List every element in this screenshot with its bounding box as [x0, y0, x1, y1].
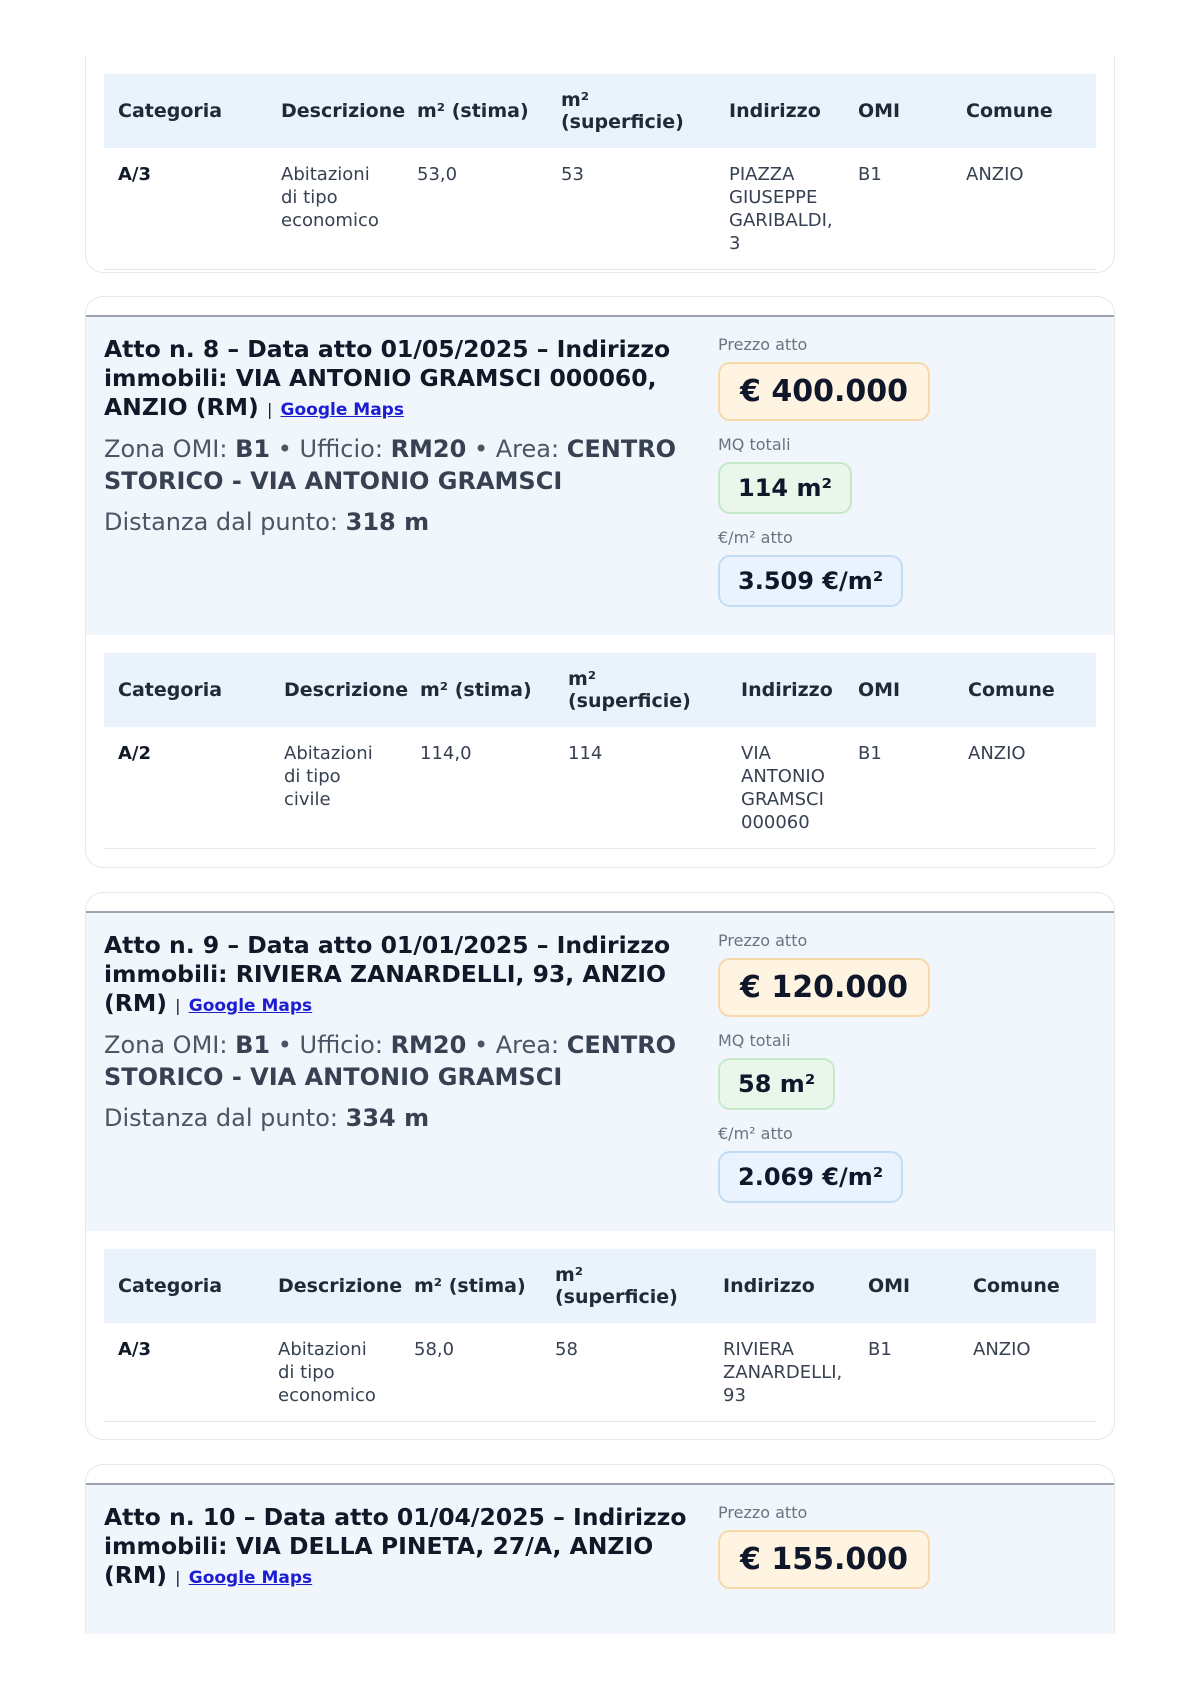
cell-categoria: A/2	[104, 727, 270, 849]
google-maps-link[interactable]: Google Maps	[280, 400, 404, 420]
atto-title	[104, 1503, 704, 1593]
distanza	[104, 1103, 704, 1133]
mq-label: MQ totali	[718, 1031, 791, 1050]
col-descrizione: Descrizione	[267, 74, 403, 148]
col-comune: Comune	[954, 653, 1096, 727]
mq-label: MQ totali	[718, 435, 791, 454]
atto-title-text: Atto n. 9 – Data atto 01/01/2025 – Indirizzo immobili: RIVIERA ZANARDELLI, 93, ANZIO (RM)	[104, 931, 671, 1017]
col-descrizione: Descrizione	[270, 653, 406, 727]
cell-m2-stima: 53,0	[403, 148, 547, 270]
table-row	[104, 1323, 1096, 1422]
area-value: CENTRO STORICO - VIA ANTONIO GRAMSCI	[104, 435, 677, 495]
area-value: CENTRO STORICO - VIA ANTONIO GRAMSCI	[104, 1031, 677, 1091]
area-label: Area:	[495, 435, 560, 463]
cell-indirizzo: RIVIERA ZANARDELLI, 93	[709, 1323, 854, 1422]
prezzo-badge: € 155.000	[718, 1530, 930, 1589]
card-top-rule	[86, 893, 1114, 913]
immobili-table	[104, 74, 1096, 270]
distanza	[104, 507, 704, 537]
ufficio-value: RM20	[390, 435, 467, 463]
cell-descrizione: Abitazioni di tipo civile	[270, 727, 406, 849]
col-m2-stima: m² (stima)	[400, 1249, 541, 1323]
cell-comune: ANZIO	[959, 1323, 1096, 1422]
table-header-row	[104, 74, 1096, 148]
table-header-row	[104, 653, 1096, 727]
col-omi: OMI	[844, 653, 954, 727]
cell-comune: ANZIO	[952, 148, 1096, 270]
ufficio-value: RM20	[390, 1031, 467, 1059]
bullet: •	[473, 435, 489, 463]
cell-descrizione: Abitazioni di tipo economico	[267, 148, 403, 270]
atto-card-8	[85, 296, 1115, 868]
cell-comune: ANZIO	[954, 727, 1096, 849]
eur-m2-badge: 3.509 €/m²	[718, 555, 903, 607]
ufficio-label: Ufficio:	[299, 1031, 383, 1059]
atto-title-text: Atto n. 8 – Data atto 01/05/2025 – Indirizzo immobili: VIA ANTONIO GRAMSCI 000060, ANZIO (RM)	[104, 335, 671, 421]
separator: |	[175, 996, 181, 1015]
cell-categoria: A/3	[104, 148, 267, 270]
col-m2-superficie: m² (superficie)	[541, 1249, 709, 1323]
cell-indirizzo: VIA ANTONIO GRAMSCI 000060	[727, 727, 844, 849]
col-categoria: Categoria	[104, 1249, 264, 1323]
prezzo-label: Prezzo atto	[718, 931, 808, 950]
cell-m2-superficie: 53	[547, 148, 715, 270]
distanza-label: Distanza dal punto:	[104, 1104, 338, 1132]
atto-title	[104, 335, 704, 425]
card-top-rule	[86, 1465, 1114, 1485]
col-comune: Comune	[952, 74, 1096, 148]
eur-m2-badge: 2.069 €/m²	[718, 1151, 903, 1203]
col-omi: OMI	[854, 1249, 959, 1323]
table-row	[104, 727, 1096, 849]
zona-omi-value: B1	[235, 1031, 271, 1059]
table-row	[104, 148, 1096, 270]
atto-title	[104, 931, 704, 1021]
col-categoria: Categoria	[104, 74, 267, 148]
immobili-table	[104, 653, 1096, 849]
cell-categoria: A/3	[104, 1323, 264, 1422]
bullet: •	[277, 1031, 292, 1059]
card-top-rule	[86, 297, 1114, 317]
cell-omi: B1	[854, 1323, 959, 1422]
cell-m2-superficie: 114	[554, 727, 727, 849]
google-maps-link[interactable]: Google Maps	[188, 996, 313, 1016]
col-indirizzo: Indirizzo	[715, 74, 844, 148]
cell-m2-stima: 58,0	[400, 1323, 541, 1422]
col-indirizzo: Indirizzo	[727, 653, 844, 727]
prezzo-label: Prezzo atto	[718, 1503, 808, 1522]
separator: |	[266, 400, 273, 419]
col-categoria: Categoria	[104, 653, 270, 727]
atto-card-continued	[85, 56, 1115, 273]
cell-descrizione: Abitazioni di tipo economico	[264, 1323, 400, 1422]
eur-m2-label: €/m² atto	[718, 1124, 793, 1143]
col-m2-stima: m² (stima)	[406, 653, 554, 727]
atto-meta	[104, 1029, 704, 1093]
col-comune: Comune	[959, 1249, 1096, 1323]
cell-indirizzo: PIAZZA GIUSEPPE GARIBALDI, 3	[715, 148, 844, 270]
prezzo-badge: € 400.000	[718, 362, 930, 421]
zona-omi-label: Zona OMI:	[104, 435, 228, 463]
mq-badge: 114 m²	[718, 462, 852, 514]
atto-header	[86, 1485, 1114, 1634]
atto-kpis	[718, 1503, 1098, 1603]
col-descrizione: Descrizione	[264, 1249, 400, 1323]
distanza-label: Distanza dal punto:	[104, 508, 338, 536]
col-omi: OMI	[844, 74, 952, 148]
prezzo-label: Prezzo atto	[718, 335, 808, 354]
zona-omi-label: Zona OMI:	[104, 1031, 228, 1059]
bullet: •	[277, 435, 292, 463]
distanza-value: 318 m	[345, 508, 430, 536]
atto-kpis	[718, 335, 1098, 621]
google-maps-link[interactable]: Google Maps	[188, 1568, 313, 1588]
atto-header	[86, 317, 1114, 635]
bullet: •	[473, 1031, 489, 1059]
prezzo-badge: € 120.000	[718, 958, 930, 1017]
col-m2-superficie: m² (superficie)	[547, 74, 715, 148]
distanza-value: 334 m	[345, 1104, 430, 1132]
col-indirizzo: Indirizzo	[709, 1249, 854, 1323]
cell-omi: B1	[844, 148, 952, 270]
area-label: Area:	[495, 1031, 560, 1059]
col-m2-stima: m² (stima)	[403, 74, 547, 148]
atto-title-text: Atto n. 10 – Data atto 01/04/2025 – Indirizzo immobili: VIA DELLA PINETA, 27/A, ANZIO (RM)	[104, 1503, 687, 1589]
mq-badge: 58 m²	[718, 1058, 835, 1110]
table-header-row	[104, 1249, 1096, 1323]
atto-meta	[104, 433, 704, 497]
atto-header	[86, 913, 1114, 1231]
atto-card-10	[85, 1464, 1115, 1634]
ufficio-label: Ufficio:	[299, 435, 383, 463]
cell-m2-superficie: 58	[541, 1323, 709, 1422]
eur-m2-label: €/m² atto	[718, 528, 793, 547]
separator: |	[175, 1568, 181, 1587]
cell-m2-stima: 114,0	[406, 727, 554, 849]
cell-omi: B1	[844, 727, 954, 849]
atto-card-9	[85, 892, 1115, 1440]
atto-kpis	[718, 931, 1098, 1217]
zona-omi-value: B1	[235, 435, 271, 463]
immobili-table	[104, 1249, 1096, 1422]
col-m2-superficie: m² (superficie)	[554, 653, 727, 727]
